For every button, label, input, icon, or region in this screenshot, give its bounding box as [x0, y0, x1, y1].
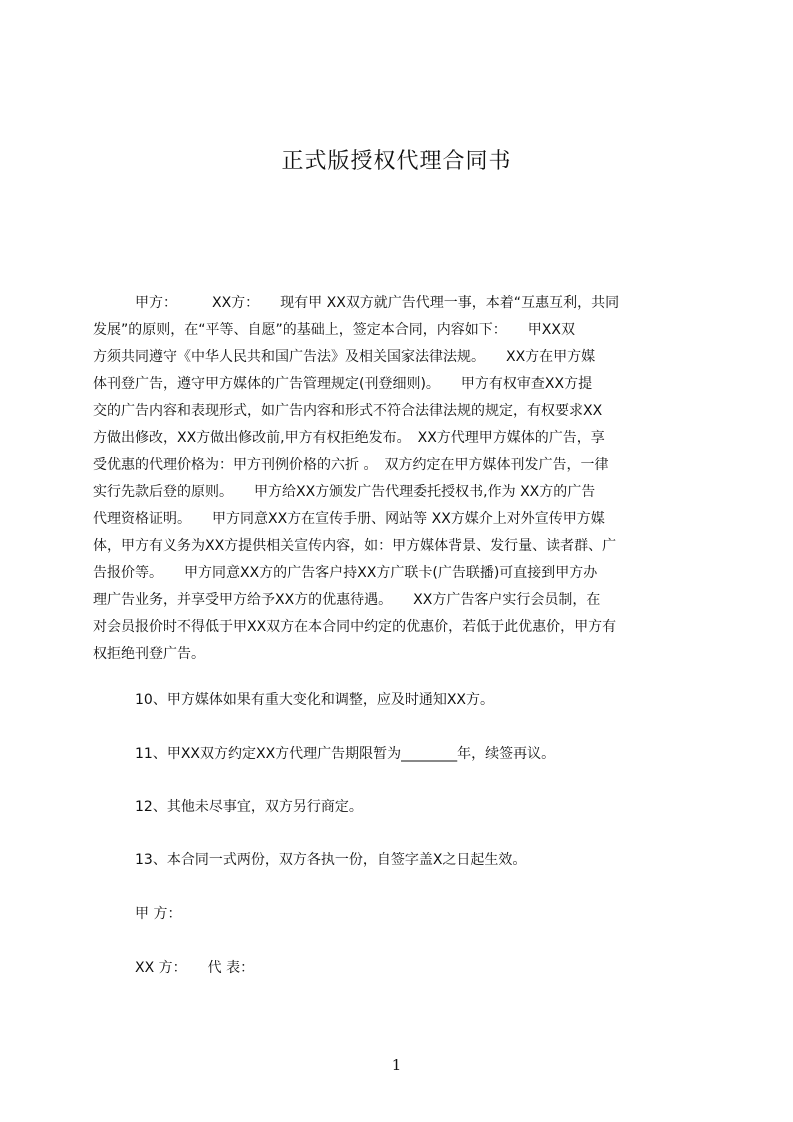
clause-11: 11、甲XX双方约定XX方代理广告期限暂为________年，续签再议。 [135, 746, 556, 762]
body-line: 代理资格证明。 甲方同意XX方在宣传手册、网站等 XX方媒介上对外宣传甲方媒 [93, 511, 605, 527]
clause-13: 13、本合同一式两份，双方各执一份，自签字盖X之日起生效。 [135, 852, 527, 868]
body-line: 方做出修改，XX方做出修改前,甲方有权拒绝发布。 XX方代理甲方媒体的广告，享 [93, 430, 605, 446]
body-line: 实行先款后登的原则。 甲方给XX方颁发广告代理委托授权书,作为 XX方的广告 [93, 484, 596, 500]
contract-body-paragraph [93, 290, 697, 670]
body-line: 体，甲方有义务为XX方提供相关宣传内容，如：甲方媒体背景、发行量、读者群、广 [93, 538, 617, 554]
body-line: 受优惠的代理价格为：甲方刊例价格的六折 。 双方约定在甲方媒体刊发广告，一律 [93, 457, 609, 473]
clause-12: 12、其他未尽事宜，双方另行商定。 [135, 799, 363, 815]
signature-party-b: XX 方： 代 表： [135, 960, 255, 976]
body-line: 告报价等。 甲方同意XX方的广告客户持XX方广联卡(广告联播)可直接到甲方办 [93, 565, 598, 581]
body-line: 方须共同遵守《中华人民共和国广告法》及相关国家法律法规。 XX方在甲方媒 [93, 349, 596, 365]
body-line: 甲方： XX方： 现有甲 XX双方就广告代理一事，本着“互惠互利，共同 [93, 295, 620, 311]
body-line: 权拒绝刊登广告。 [93, 646, 205, 662]
body-line: 对会员报价时不得低于甲XX双方在本合同中约定的优惠价，若低于此优惠价，甲方有 [93, 619, 617, 635]
body-line: 发展”的原则，在“平等、自愿”的基础上，签定本合同，内容如下： 甲XX双 [93, 322, 575, 338]
document-title: 正式版授权代理合同书 [281, 149, 512, 174]
page-number: 1 [391, 1056, 402, 1074]
body-line: 交的广告内容和表现形式，如广告内容和形式不符合法律法规的规定，有权要求XX [93, 403, 603, 419]
signature-party-a: 甲 方： [135, 906, 182, 922]
body-line: 理广告业务，并享受甲方给予XX方的优惠待遇。 XX方广告客户实行会员制，在 [93, 592, 601, 608]
body-line: 体刊登广告，遵守甲方媒体的广告管理规定(刊登细则)。 甲方有权审查XX方提 [93, 376, 593, 392]
clause-10: 10、甲方媒体如果有重大变化和调整，应及时通知XX方。 [135, 692, 494, 708]
